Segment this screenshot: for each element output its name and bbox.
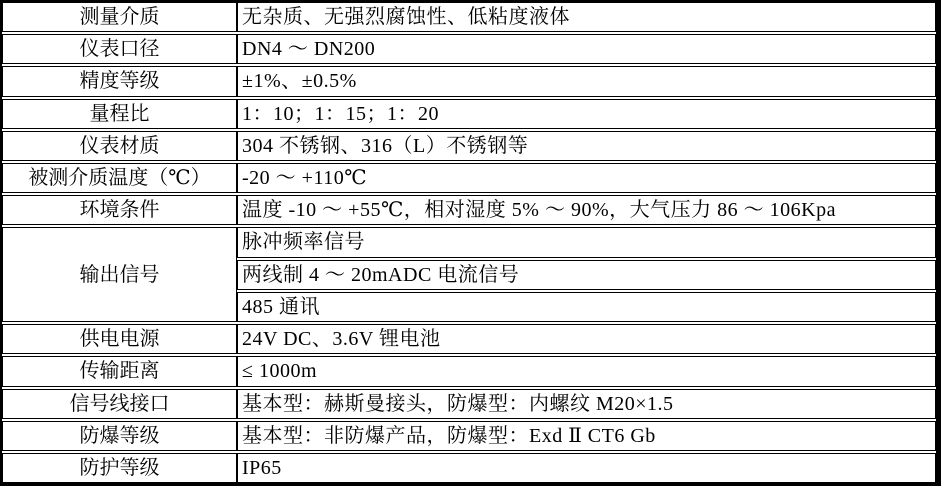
table-row (2, 99, 936, 129)
table-row (2, 324, 936, 354)
spec-value-signal-connector: 基本型：赫斯曼接头，防爆型：内螺纹 M20×1.5 (237, 389, 936, 419)
spec-label-meter-material: 仪表材质 (2, 131, 237, 161)
spec-label-accuracy-class: 精度等级 (2, 66, 237, 96)
table-row (2, 421, 936, 451)
table-row (2, 34, 936, 64)
spec-value-output-signal-current: 两线制 4 ～ 20mADC 电流信号 (237, 260, 936, 290)
table-row (2, 356, 936, 386)
table-row (2, 163, 936, 193)
spec-value-measuring-medium: 无杂质、无强烈腐蚀性、低粘度液体 (237, 2, 936, 32)
spec-value-transmission-distance: ≤ 1000m (237, 356, 936, 386)
spec-label-meter-diameter: 仪表口径 (2, 34, 237, 64)
spec-label-turndown-ratio: 量程比 (2, 99, 237, 129)
spec-value-protection-rating: IP65 (237, 453, 936, 483)
spec-value-turndown-ratio: 1：10；1：15；1：20 (237, 99, 936, 129)
spec-label-protection-rating: 防护等级 (2, 453, 237, 483)
spec-label-measuring-medium: 测量介质 (2, 2, 237, 32)
table-row (2, 2, 936, 32)
table-row (2, 131, 936, 161)
spec-value-explosion-proof-rating: 基本型：非防爆产品，防爆型：Exd Ⅱ CT6 Gb (237, 421, 936, 451)
spec-label-transmission-distance: 传输距离 (2, 356, 237, 386)
spec-value-accuracy-class: ±1%、±0.5% (237, 66, 936, 96)
spec-value-meter-diameter: DN4 ～ DN200 (237, 34, 936, 64)
table-row (2, 453, 936, 483)
table-row-output-signal-group (2, 227, 936, 322)
spec-value-output-signal-pulse: 脉冲频率信号 (237, 227, 936, 257)
spec-label-signal-connector: 信号线接口 (2, 389, 237, 419)
spec-label-output-signal: 输出信号 (2, 227, 237, 322)
spec-value-power-supply: 24V DC、3.6V 锂电池 (237, 324, 936, 354)
table-row (2, 66, 936, 96)
spec-value-output-signal-485: 485 通讯 (237, 292, 936, 322)
table-row (2, 195, 936, 225)
output-signal-value-stack (237, 227, 936, 322)
table-row (2, 389, 936, 419)
spec-value-medium-temperature: -20 ～ +110℃ (237, 163, 936, 193)
spec-value-ambient-conditions: 温度 -10 ～ +55℃，相对湿度 5% ～ 90%，大气压力 86 ～ 106Kpa (237, 195, 936, 225)
spec-label-power-supply: 供电电源 (2, 324, 237, 354)
spec-label-explosion-proof-rating: 防爆等级 (2, 421, 237, 451)
spec-value-meter-material: 304 不锈钢、316（L）不锈钢等 (237, 131, 936, 161)
spec-label-ambient-conditions: 环境条件 (2, 195, 237, 225)
spec-label-medium-temperature: 被测介质温度（℃） (2, 163, 237, 193)
